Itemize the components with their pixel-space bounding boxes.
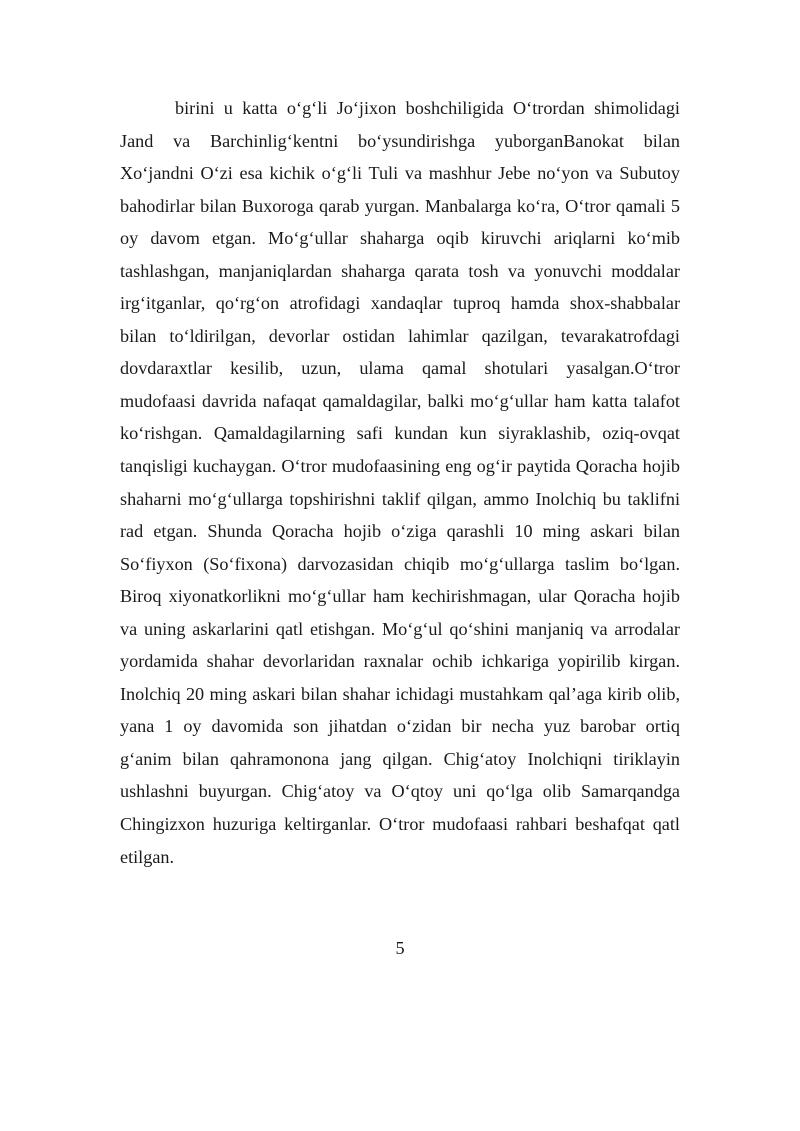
page-number: 5: [395, 938, 405, 958]
body-paragraph: birini u katta o‘g‘li Jo‘jixon boshchiligida O‘trordan shimolidagi Jand va Barchinlig‘kentni bo‘ysundirishga yuborganBanokat bilan Xo‘jandni O‘zi esa kichik o‘g‘li Tuli va mashhur Jebe no‘yon va Subutoy bahodirlar bilan Buxoroga qarab yurgan. Manbalarga ko‘ra, O‘tror qamali 5 oy davom etgan. Mo‘g‘ullar shaharga oqib kiruvchi ariqlarni ko‘mib tashlashgan, manjaniqlardan shaharga qarata tosh va yonuvchi moddalar irg‘itganlar, qo‘rg‘on atrofidagi xandaqlar tuproq hamda shox-shabbalar bilan to‘ldirilgan, devorlar ostidan lahimlar qazilgan, tevarakatrofdagi dovdaraxtlar kesilib, uzun, ulama qamal shotulari yasalgan.O‘tror mudofaasi davrida nafaqat qamaldagilar, balki mo‘g‘ullar ham katta talafot ko‘rishgan. Qamaldagilarning safi kundan kun siyraklashib, oziq-ovqat tanqisligi kuchaygan. O‘tror mudofaasining eng og‘ir paytida Qoracha hojib shaharni mo‘g‘ullarga topshirishni taklif qilgan, ammo Inolchiq bu taklifni rad etgan. Shunda Qoracha hojib o‘ziga qarashli 10 ming askari bilan So‘fiyxon (So‘fixona) darvozasidan chiqib mo‘g‘ullarga taslim bo‘lgan. Biroq xiyonatkorlikni mo‘g‘ullar ham kechirishmagan, ular Qoracha hojib va uning askarlarini qatl etishgan. Mo‘g‘ul qo‘shini manjaniq va arrodalar yordamida shahar devorlaridan raxnalar ochib ichkariga yopirilib kirgan. Inolchiq 20 ming askari bilan shahar ichidagi mustahkam qal’aga kirib olib, yana 1 oy davomida son jihatdan o‘zidan bir necha yuz barobar ortiq g‘anim bilan qahramonona jang qilgan. Chig‘atoy Inolchiqni tiriklayin ushlashni buyurgan. Chig‘atoy va O‘qtoy uni qo‘lga olib Samarqandga Chingizxon huzuriga keltirganlar. O‘tror mudofaasi rahbari beshafqat qatl etilgan.: [120, 98, 680, 867]
